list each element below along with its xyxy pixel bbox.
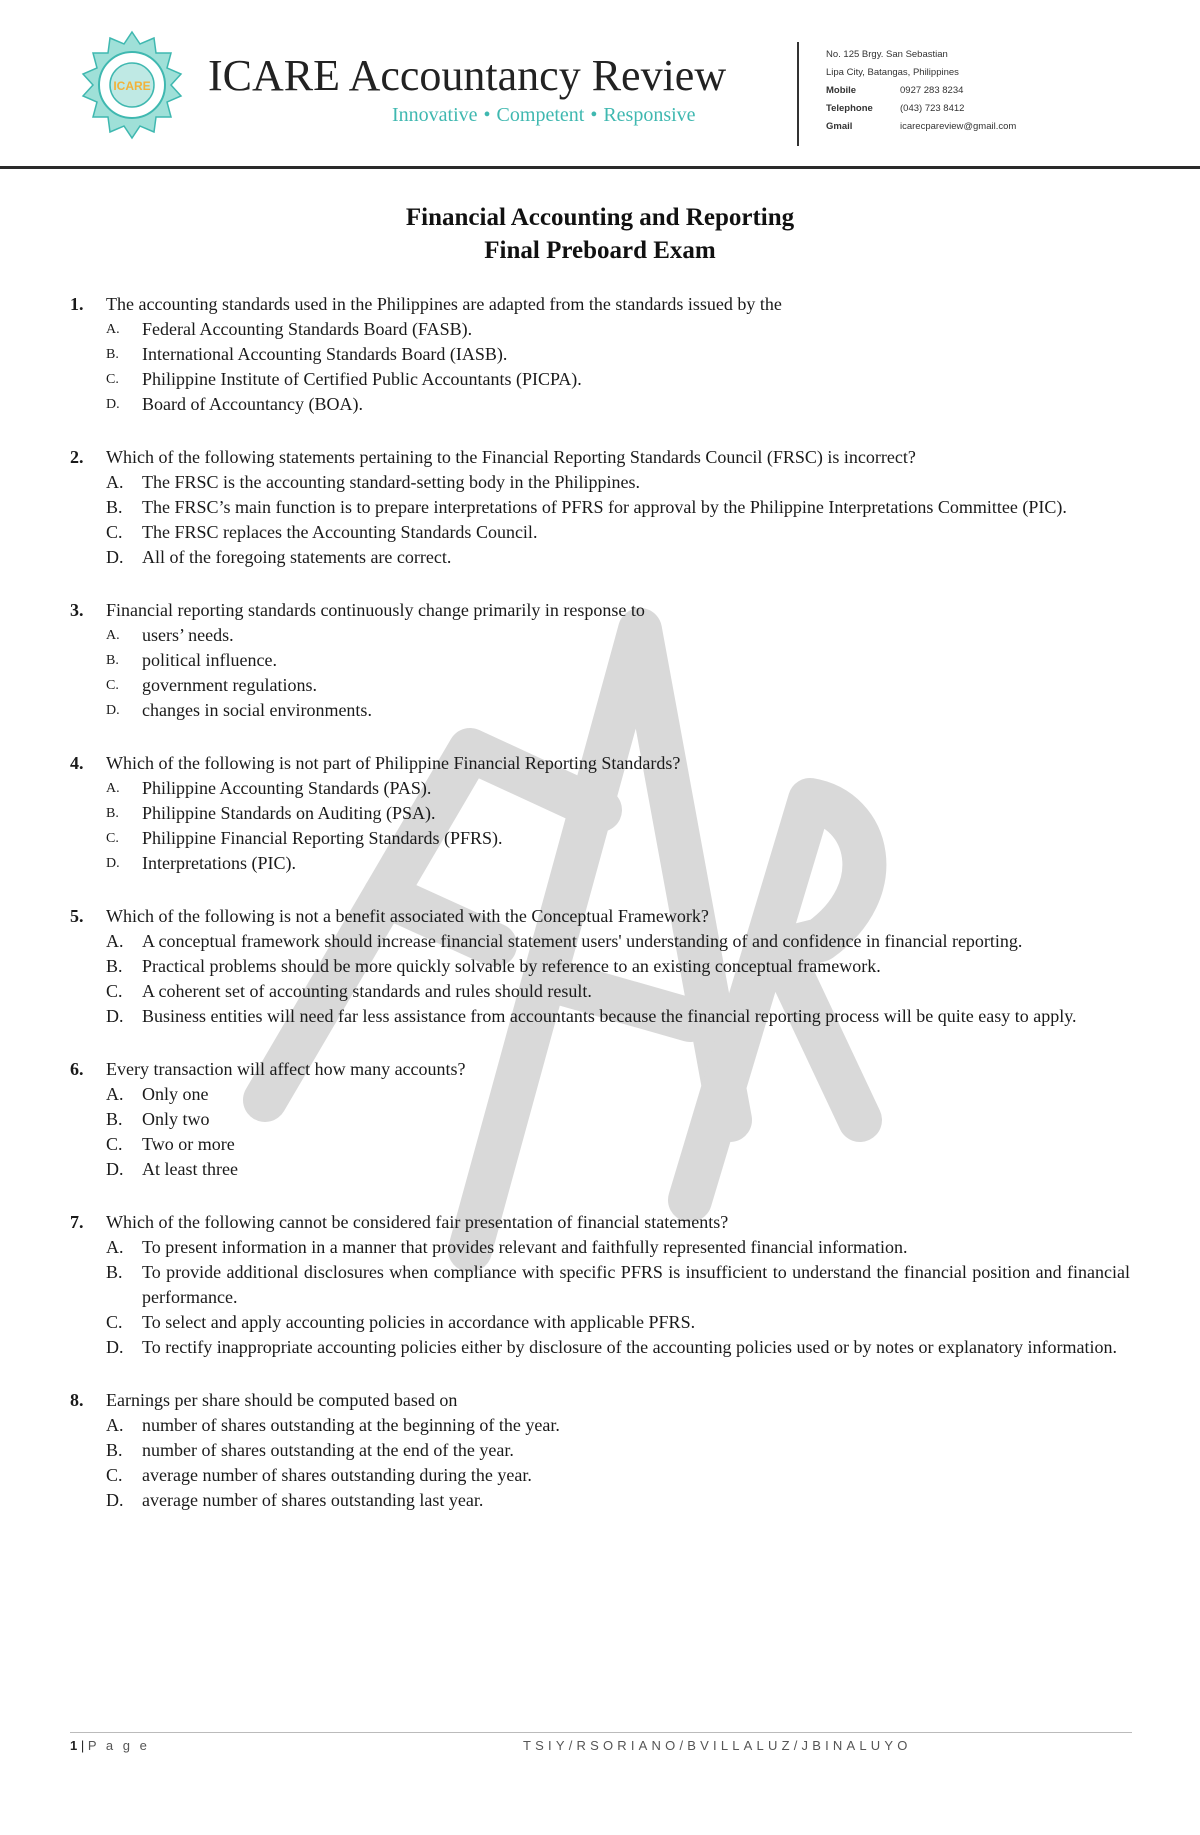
option-text: Philippine Accounting Standards (PAS). [142, 778, 432, 798]
answer-option [106, 698, 1130, 723]
option-letter: B. [106, 1262, 123, 1282]
option-letter: A. [106, 1415, 124, 1435]
question-text: The accounting standards used in the Philippines are adapted from the standards issued by the [106, 294, 782, 314]
exam-title [0, 201, 1200, 267]
option-text: Business entities will need far less assistance from accountants because the financial reporting process will be quite easy to apply. [142, 1006, 1077, 1026]
option-letter: B. [106, 956, 123, 976]
option-text: Philippine Institute of Certified Public Accountants (PICPA). [142, 369, 582, 389]
option-text: average number of shares outstanding during the year. [142, 1465, 532, 1485]
answer-option [106, 1107, 1130, 1132]
tagline-word: Responsive [603, 104, 696, 126]
answer-option [106, 1310, 1130, 1335]
address-line: No. 125 Brgy. San Sebastian [826, 49, 948, 60]
option-text: Two or more [142, 1134, 235, 1154]
question-number: 2. [70, 447, 84, 467]
option-text: government regulations. [142, 675, 317, 695]
option-letter: B. [106, 497, 123, 517]
answer-option [106, 801, 1130, 826]
answer-options [106, 1413, 1130, 1513]
answer-option [106, 929, 1130, 954]
question-item [70, 598, 1130, 723]
page-indicator: 1 | P a g e [70, 1738, 150, 1753]
option-text: Interpretations (PIC). [142, 853, 296, 873]
footer-authors: TSIY/RSORIANO/BVILLALUZ/JBINALUYO [523, 1738, 912, 1753]
tagline: Innovative • Competent • Responsive [392, 104, 696, 126]
question-item [70, 1388, 1130, 1513]
question-item [70, 751, 1130, 876]
question-item [70, 292, 1130, 417]
question-text: Every transaction will affect how many accounts? [106, 1059, 466, 1079]
question-text: Which of the following is not part of Philippine Financial Reporting Standards? [106, 753, 681, 773]
option-text: Board of Accountancy (BOA). [142, 394, 363, 414]
address-line: Lipa City, Batangas, Philippines [826, 67, 959, 78]
answer-option [106, 1132, 1130, 1157]
answer-option [106, 1463, 1130, 1488]
option-text: political influence. [142, 650, 277, 670]
answer-option [106, 520, 1130, 545]
answer-options [106, 1082, 1130, 1182]
question-number: 4. [70, 753, 84, 773]
answer-option [106, 954, 1130, 979]
answer-option [106, 1004, 1130, 1029]
option-letter: D. [106, 1159, 124, 1179]
answer-option [106, 342, 1130, 367]
answer-option [106, 1260, 1130, 1310]
contact-block [826, 46, 1016, 136]
option-text: Philippine Standards on Auditing (PSA). [142, 803, 436, 823]
option-text: Federal Accounting Standards Board (FASB). [142, 319, 473, 339]
svg-text:ICARE: ICARE [113, 79, 151, 93]
option-letter: A. [106, 322, 120, 337]
option-letter: C. [106, 372, 119, 387]
option-text: number of shares outstanding at the end of the year. [142, 1440, 514, 1460]
option-letter: A. [106, 781, 120, 796]
option-text: All of the foregoing statements are correct. [142, 547, 452, 567]
option-letter: D. [106, 547, 124, 567]
answer-options [106, 1235, 1130, 1360]
option-letter: A. [106, 1237, 124, 1257]
option-letter: A. [106, 931, 124, 951]
question-text: Financial reporting standards continuously change primarily in response to [106, 600, 645, 620]
answer-option [106, 1157, 1130, 1182]
option-letter: D. [106, 1337, 124, 1357]
question-text: Which of the following cannot be considered fair presentation of financial statements? [106, 1212, 729, 1232]
option-letter: C. [106, 981, 123, 1001]
option-text: To present information in a manner that provides relevant and faithfully represented financial information. [142, 1237, 908, 1257]
header-divider [797, 42, 799, 146]
option-text: International Accounting Standards Board (IASB). [142, 344, 508, 364]
footer-rule [70, 1732, 1132, 1733]
option-letter: D. [106, 1490, 124, 1510]
option-text: To select and apply accounting policies in accordance with applicable PFRS. [142, 1312, 696, 1332]
answer-option [106, 495, 1130, 520]
option-letter: B. [106, 806, 119, 821]
answer-option [106, 1413, 1130, 1438]
option-text: The FRSC is the accounting standard-setting body in the Philippines. [142, 472, 640, 492]
question-number: 6. [70, 1059, 84, 1079]
option-text: users’ needs. [142, 625, 234, 645]
answer-options [106, 929, 1130, 1029]
option-letter: B. [106, 347, 119, 362]
page-number: 1 [70, 1738, 78, 1753]
option-text: Philippine Financial Reporting Standards (PFRS). [142, 828, 503, 848]
question-text: Which of the following statements pertaining to the Financial Reporting Standards Council (FRSC) is incorrect? [106, 447, 916, 467]
answer-option [106, 367, 1130, 392]
answer-option [106, 1235, 1130, 1260]
answer-option [106, 1488, 1130, 1513]
option-text: number of shares outstanding at the beginning of the year. [142, 1415, 560, 1435]
answer-option [106, 673, 1130, 698]
tagline-word: Innovative [392, 104, 478, 126]
answer-option [106, 1335, 1130, 1360]
header-rule [0, 166, 1200, 169]
option-text: The FRSC replaces the Accounting Standards Council. [142, 522, 538, 542]
answer-option [106, 317, 1130, 342]
option-letter: C. [106, 1134, 123, 1154]
answer-option [106, 623, 1130, 648]
question-number: 3. [70, 600, 84, 620]
answer-option [106, 776, 1130, 801]
option-text: Only one [142, 1084, 209, 1104]
option-letter: C. [106, 1312, 123, 1332]
option-letter: C. [106, 831, 119, 846]
question-text: Earnings per share should be computed based on [106, 1390, 458, 1410]
question-number: 5. [70, 906, 84, 926]
question-number: 8. [70, 1390, 84, 1410]
answer-option [106, 545, 1130, 570]
option-text: To provide additional disclosures when compliance with specific PFRS is insufficient to understand the financial position and financial performance. [142, 1262, 1130, 1307]
option-letter: A. [106, 472, 124, 492]
option-text: Practical problems should be more quickly solvable by reference to an existing conceptual framework. [142, 956, 881, 976]
option-text: Only two [142, 1109, 210, 1129]
answer-option [106, 1438, 1130, 1463]
contact-gmail: Gmail icarecpareview@gmail.com [826, 121, 1017, 132]
contact-telephone: Telephone (043) 723 8412 [826, 103, 965, 114]
question-number: 7. [70, 1212, 84, 1232]
option-text: average number of shares outstanding last year. [142, 1490, 484, 1510]
question-number: 1. [70, 294, 84, 314]
question-item [70, 1210, 1130, 1360]
contact-mobile: Mobile 0927 283 8234 [826, 85, 964, 96]
brand-name: ICARE Accountancy Review [208, 51, 727, 100]
answer-option [106, 1082, 1130, 1107]
option-text: To rectify inappropriate accounting policies either by disclosure of the accounting policies used or by notes or explanatory information. [142, 1337, 1117, 1357]
question-item [70, 1057, 1130, 1182]
option-letter: B. [106, 1109, 123, 1129]
tagline-word: Competent [496, 104, 585, 126]
option-text: The FRSC’s main function is to prepare interpretations of PFRS for approval by the Philippine Interpretations Committee (PIC). [142, 497, 1067, 517]
question-list [70, 292, 1130, 1541]
exam-subject: Financial Accounting and Reporting [405, 204, 795, 231]
option-letter: D. [106, 703, 120, 718]
question-text: Which of the following is not a benefit associated with the Conceptual Framework? [106, 906, 709, 926]
option-letter: B. [106, 653, 119, 668]
answer-option [106, 648, 1130, 673]
answer-options [106, 317, 1130, 417]
answer-options [106, 623, 1130, 723]
page-label: P a g e [87, 1738, 150, 1753]
option-text: changes in social environments. [142, 700, 372, 720]
exam-name: Final Preboard Exam [484, 237, 716, 264]
option-letter: C. [106, 1465, 123, 1485]
option-letter: B. [106, 1440, 123, 1460]
option-text: A conceptual framework should increase financial statement users' understanding of and confidence in financial reporting. [142, 931, 1023, 951]
answer-options [106, 776, 1130, 876]
option-letter: D. [106, 856, 120, 871]
answer-option [106, 392, 1130, 417]
answer-option [106, 851, 1130, 876]
answer-options [106, 470, 1130, 570]
option-letter: D. [106, 1006, 124, 1026]
icare-logo [76, 28, 188, 140]
letterhead [0, 0, 1200, 175]
option-letter: C. [106, 522, 123, 542]
option-letter: A. [106, 1084, 124, 1104]
option-letter: C. [106, 678, 119, 693]
question-item [70, 904, 1130, 1029]
answer-option [106, 826, 1130, 851]
option-text: At least three [142, 1159, 238, 1179]
question-item [70, 445, 1130, 570]
answer-option [106, 470, 1130, 495]
answer-option [106, 979, 1130, 1004]
option-letter: D. [106, 397, 120, 412]
option-letter: A. [106, 628, 120, 643]
option-text: A coherent set of accounting standards and rules should result. [142, 981, 592, 1001]
